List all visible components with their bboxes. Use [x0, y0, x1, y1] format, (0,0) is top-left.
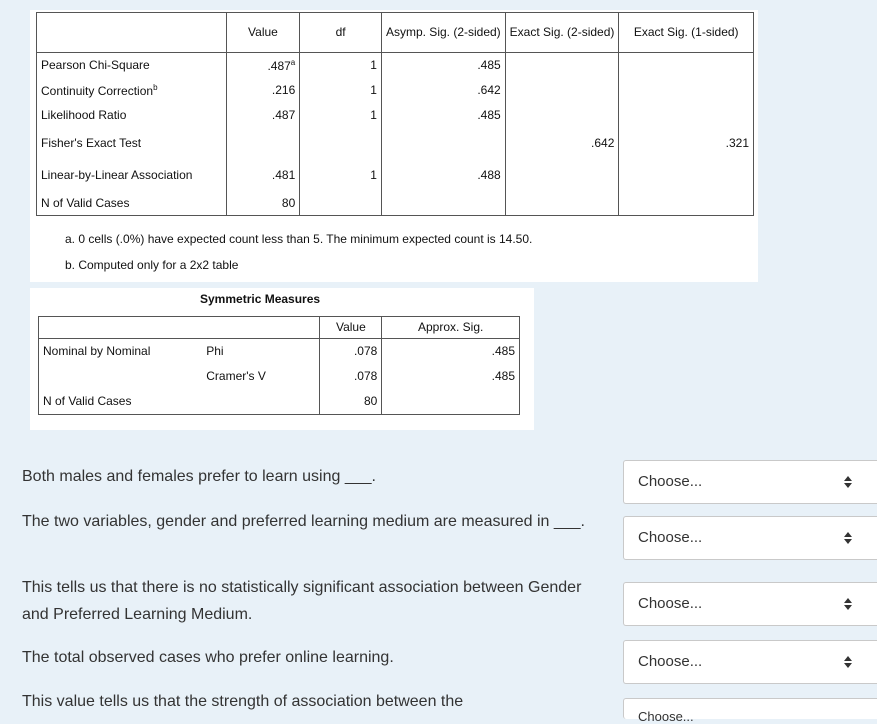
question-3-select[interactable] — [623, 582, 877, 626]
cell-exact2: .642 — [505, 128, 619, 158]
cell-value: .481 — [226, 158, 300, 192]
select-value: Choose... — [638, 595, 703, 612]
cell-sig: .485 — [382, 339, 520, 363]
table-row — [39, 339, 520, 363]
select-value: Choose... — [638, 473, 703, 490]
cell-exact1 — [619, 158, 754, 192]
row-label: Pearson Chi-Square — [37, 53, 227, 78]
cell-sig — [382, 389, 520, 415]
row-group — [39, 363, 203, 389]
question-4-select[interactable] — [623, 640, 877, 684]
table-header-row — [39, 317, 520, 339]
header-exact-sig-1: Exact Sig. (1-sided) — [619, 13, 754, 53]
question-2-select[interactable] — [623, 516, 877, 560]
cell-exact2 — [505, 78, 619, 103]
row-measure: Cramer's V — [206, 368, 266, 383]
cell-value — [226, 128, 300, 158]
select-value: Choose... — [638, 709, 694, 724]
cell-exact1: .321 — [619, 128, 754, 158]
cell-df: 1 — [300, 158, 382, 192]
symmetric-measures-title: Symmetric Measures — [200, 292, 321, 306]
chi-square-tests-panel — [30, 10, 758, 282]
row-label: N of Valid Cases — [37, 192, 227, 216]
cell-asymp: .488 — [381, 158, 505, 192]
cell-value: 80 — [320, 389, 382, 415]
cell-exact1 — [619, 78, 754, 103]
table-row — [39, 363, 520, 389]
row-label: Continuity Correction$^b$ — [37, 78, 227, 103]
table-row — [37, 103, 754, 128]
cell-df: 1 — [300, 53, 382, 78]
row-group: Nominal by Nominal — [39, 339, 203, 363]
header-approx-sig: Approx. Sig. — [382, 317, 520, 339]
table-row — [37, 53, 754, 78]
symmetric-measures-table — [38, 316, 520, 415]
cell-exact2 — [505, 192, 619, 216]
cell-df — [300, 128, 382, 158]
header-exact-sig-2: Exact Sig. (2-sided) — [505, 13, 619, 53]
cell-value: 80 — [226, 192, 300, 216]
row-measure — [202, 389, 320, 415]
cell-df: 1 — [300, 103, 382, 128]
question-4-text: The total observed cases who prefer online learning. — [22, 649, 394, 666]
cell-asymp — [381, 192, 505, 216]
question-5-text: This value tells us that the strength of association between the — [22, 693, 464, 710]
sort-arrows-icon — [843, 596, 853, 612]
cell-exact2 — [505, 53, 619, 78]
table-row — [37, 158, 754, 192]
cell-value: .487$^a$ — [226, 53, 300, 78]
cell-exact1 — [619, 103, 754, 128]
question-1-select[interactable] — [623, 460, 877, 504]
row-label: Linear-by-Linear Association — [37, 158, 227, 192]
cell-df — [300, 192, 382, 216]
cell-sig: .485 — [382, 363, 520, 389]
symmetric-measures-panel — [30, 288, 534, 430]
cell-df: 1 — [300, 78, 382, 103]
cell-exact1 — [619, 192, 754, 216]
header-value: Value — [226, 13, 300, 53]
header-value: Value — [320, 317, 382, 339]
table-row — [37, 128, 754, 158]
cell-exact2 — [505, 103, 619, 128]
cell-asymp: .642 — [381, 78, 505, 103]
row-measure: Phi — [206, 343, 224, 358]
sort-arrows-icon — [843, 530, 853, 546]
header-df: df — [300, 13, 382, 53]
footnote-b: b. Computed only for a 2x2 table — [65, 258, 239, 272]
cell-asymp: .485 — [381, 53, 505, 78]
cell-asymp — [381, 128, 505, 158]
cell-asymp: .485 — [381, 103, 505, 128]
sort-arrows-icon — [843, 474, 853, 490]
table-row — [37, 192, 754, 216]
table-row — [39, 389, 520, 415]
row-label: Likelihood Ratio — [37, 103, 227, 128]
cell-value: .216 — [226, 78, 300, 103]
table-header-row — [37, 13, 754, 53]
footnote-a: a. 0 cells (.0%) have expected count less than 5. The minimum expected count is 14.50. — [65, 232, 533, 246]
cell-exact2 — [505, 158, 619, 192]
question-3-text: This tells us that there is no statistically significant association between Gender and Preferred Learning Medium. — [22, 579, 582, 623]
question-1-text: Both males and females prefer to learn using ___. — [22, 468, 376, 485]
row-label: Fisher's Exact Test — [37, 128, 227, 158]
cell-value: .487 — [226, 103, 300, 128]
select-value: Choose... — [638, 529, 703, 546]
header-asymp-sig: Asymp. Sig. (2-sided) — [381, 13, 505, 53]
sort-arrows-icon — [843, 654, 853, 670]
table-row — [37, 78, 754, 103]
chi-square-table — [36, 12, 754, 216]
cell-value: .078 — [320, 363, 382, 389]
row-group: N of Valid Cases — [39, 389, 203, 415]
question-5-select[interactable] — [623, 698, 877, 724]
cell-value: .078 — [320, 339, 382, 363]
select-value: Choose... — [638, 653, 703, 670]
cell-exact1 — [619, 53, 754, 78]
question-2-text: The two variables, gender and preferred learning medium are measured in ___. — [22, 513, 585, 530]
